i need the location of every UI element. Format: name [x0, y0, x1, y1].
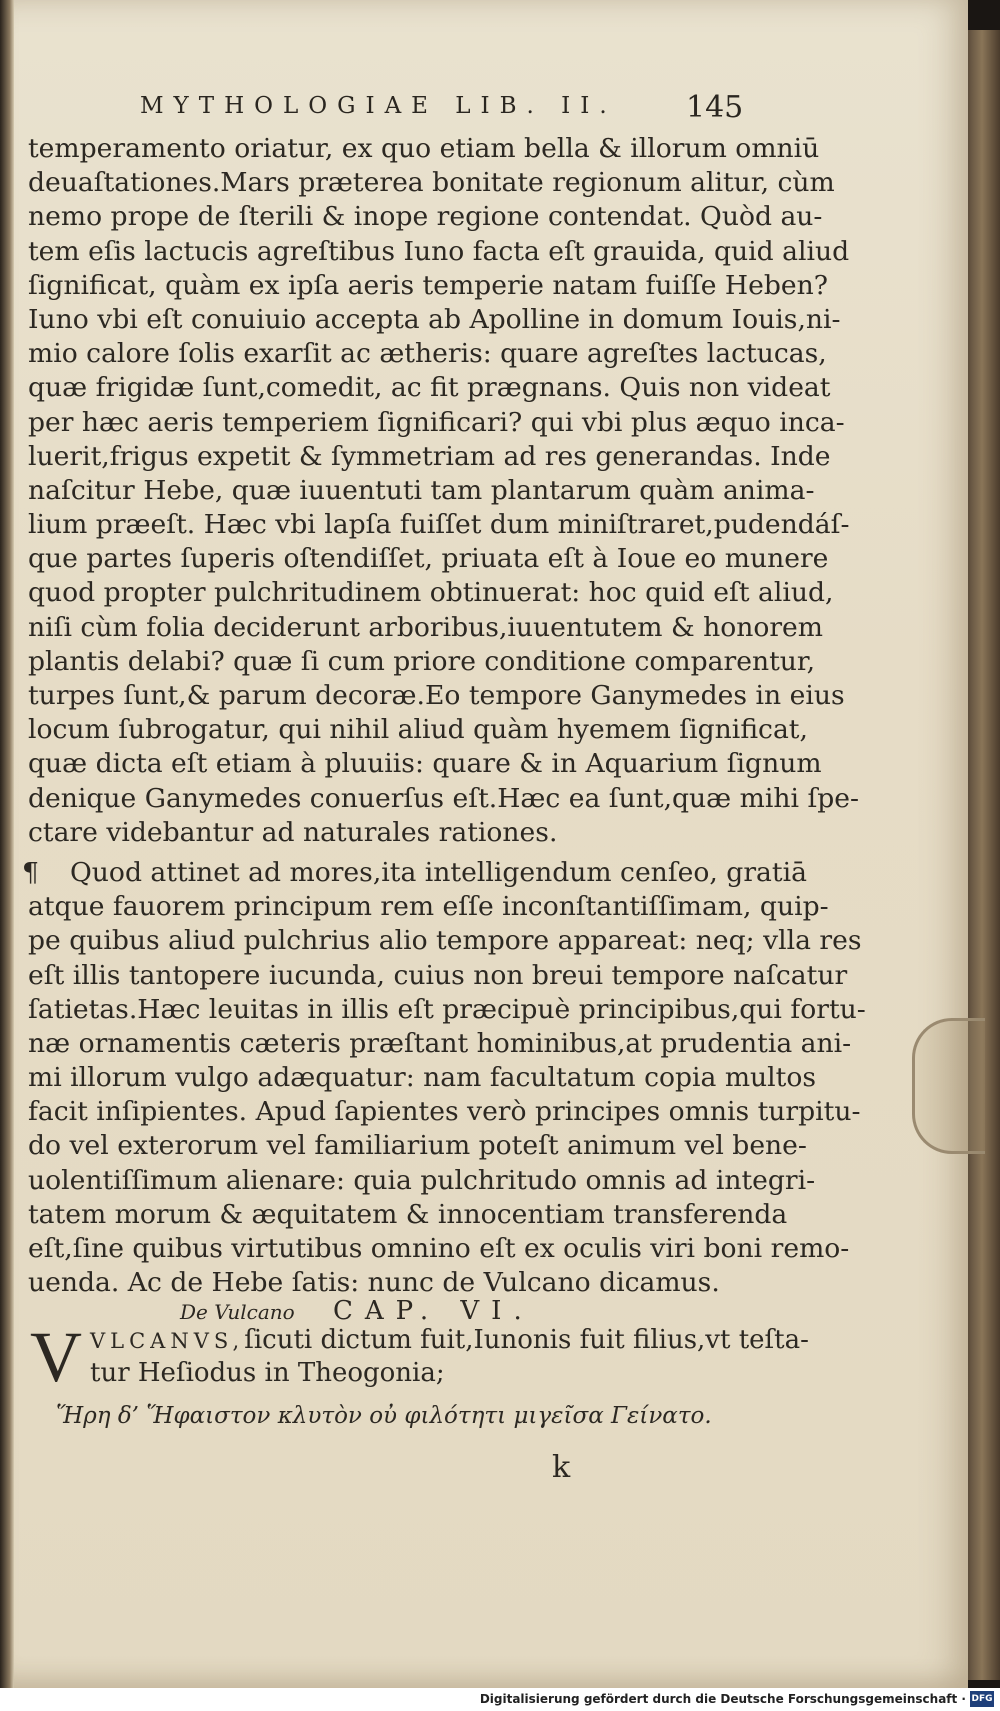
greek-verse-end: Γείνατο.: [611, 1403, 712, 1429]
text-line: mi illorum vulgo adæquatur: nam facultatum copia multos: [28, 1062, 817, 1094]
text-line: eſt illis tantopere iucunda, cuius non breui tempore naſcatur: [28, 959, 848, 991]
text-line: do vel exterorum vel familiarium poteſt animum vel bene-: [28, 1130, 807, 1162]
text-line: naſcitur Hebe, quæ iuuentuti tam plantarum quàm anima-: [28, 474, 815, 506]
text-line: Quod attinet ad mores,ita intelligendum cenſeo, gratiā: [70, 856, 807, 888]
text-line: niſi cùm folia deciderunt arboribus,iuuentutem & honorem: [28, 611, 824, 643]
opening-smallcaps: VLCANVS,: [90, 1329, 245, 1353]
paragraph-2: [22, 856, 866, 1300]
chapter-opening: [28, 1317, 809, 1397]
drop-cap: V: [30, 1317, 82, 1397]
text-line: atque fauorem principum rem eſſe inconſtantiſſimam, quip-: [28, 891, 829, 923]
text-line: næ ornamentis cæteris præſtant hominibus,at prudentia ani-: [28, 1027, 852, 1059]
gutter-shadow: [0, 0, 14, 1688]
funding-credit: Digitalisierung gefördert durch die Deutsche Forschungsgemeinschaft ·: [479, 1692, 966, 1706]
text-line: pe quibus aliud pulchrius alio tempore appareat: neq; vlla res: [28, 925, 862, 957]
greek-quote: [56, 1403, 776, 1429]
catchword: k: [552, 1450, 571, 1485]
text-line: temperamento oriatur, ex quo etiam bella & illorum omniū: [28, 133, 820, 164]
text-line: uolentiſſimum alienare: quia pulchritudo omnis ad integri-: [28, 1164, 816, 1196]
text-line: denique Ganymedes conuerſus eſt.Hæc ea ſunt,quæ mihi ſpe-: [28, 782, 860, 814]
greek-verse: Ἥρη δ’ Ἥφαιστον κλυτὸν οὐ φιλότητι μιγεῖσα: [56, 1403, 604, 1429]
text-line: quæ dicta eſt etiam à pluuiis: quare & in Aquarium ſignum: [28, 748, 822, 780]
page-clasp: [912, 1018, 985, 1154]
text-line: quod propter pulchritudinem obtinuerat: hoc quid eſt aliud,: [28, 577, 834, 609]
pilcrow-mark: ¶: [22, 856, 39, 888]
text-line: ctare videbantur ad naturales rationes.: [28, 816, 558, 848]
text-line: Iuno vbi eſt conuiuio accepta ab Apolline in domum Iouis,ni-: [28, 303, 841, 335]
dfg-logo-icon: DFG: [970, 1691, 994, 1707]
text-line: locum ſubrogatur, qui nihil aliud quàm hyemem ſignificat,: [28, 714, 808, 746]
text-line: tem eſis lactucis agreſtibus Iuno facta eſt grauida, quid aliud: [28, 235, 850, 267]
text-line: tatem morum & æquitatem & innocentiam transferenda: [28, 1198, 788, 1230]
main-text: [22, 132, 866, 1300]
opening-line-1: ſicuti dictum fuit,Iunonis fuit filius,vt teſta-: [244, 1325, 809, 1355]
chapter-number: CAP. VI.: [332, 1296, 534, 1326]
text-line: lium præeſt. Hæc vbi lapſa fuiſſet dum miniſtraret,pudendáſ-: [28, 509, 850, 541]
running-title: MYTHOLOGIAE LIB. II.: [140, 93, 617, 119]
text-line: nemo prope de ſterili & inope regione contendat. Quòd au-: [28, 201, 823, 233]
text-line: mio calore ſolis exarſit ac ætheris: quare agreſtes lactucas,: [28, 338, 827, 370]
text-line: ſignificat, quàm ex ipſa aeris temperie natam fuiſſe Heben?: [28, 269, 828, 301]
opening-line-2: tur Heſiodus in Theogonia;: [90, 1358, 445, 1388]
text-line: turpes ſunt,& parum decoræ.Eo tempore Ganymedes in eius: [28, 680, 845, 711]
text-line: quæ frigidæ ſunt,comedit, ac fit prægnans. Quis non videat: [28, 372, 831, 404]
text-line: que partes ſuperis oſtendiſſet, priuata eſt à Ioue eo munere: [28, 543, 829, 575]
text-line: per hæc aeris temperiem ſignificari? qui vbi plus æquo inca-: [28, 406, 845, 438]
text-line: luerit,frigus expetit & ſymmetriam ad res generandas. Inde: [28, 440, 831, 472]
text-line: deuaſtationes.Mars præterea bonitate regionum alitur, cùm: [28, 167, 835, 199]
chapter-heading: [180, 1296, 800, 1326]
handwritten-note: De Vulcano: [180, 1300, 295, 1324]
paragraph-1: [28, 132, 860, 850]
footer-bar: [0, 1688, 1000, 1711]
page-number: 145: [686, 90, 744, 125]
text-line: eſt,ſine quibus virtutibus omnino eſt ex oculis viri boni remo-: [28, 1233, 850, 1264]
text-line: ſatietas.Hæc leuitas in illis eſt præcipuè principibus,qui fortu-: [28, 993, 866, 1025]
text-line: uenda. Ac de Hebe ſatis: nunc de Vulcano dicamus.: [28, 1267, 720, 1299]
text-line: facit inſipientes. Apud ſapientes verò principes omnis turpitu-: [28, 1096, 861, 1128]
text-line: plantis delabi? quæ ſi cum priore conditione comparentur,: [28, 645, 816, 677]
